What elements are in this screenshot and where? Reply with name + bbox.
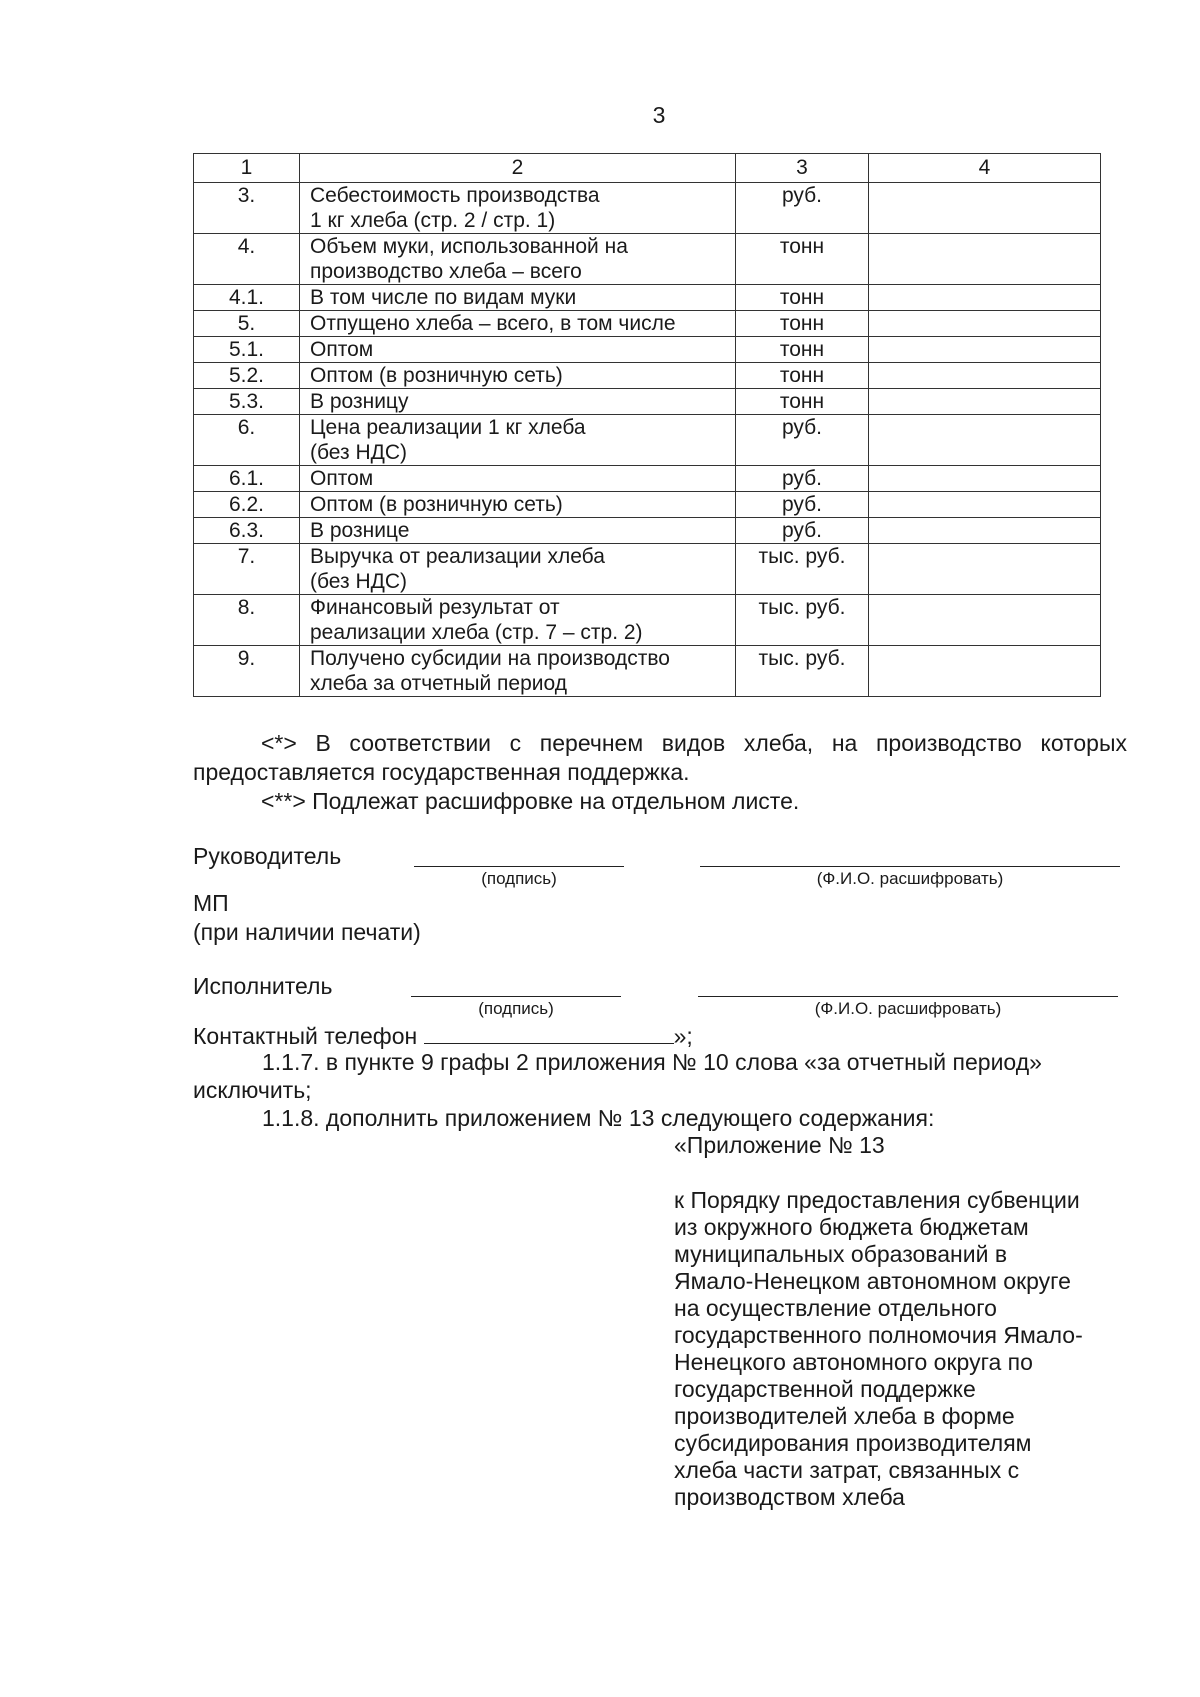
indicator-name-line: Оптом	[310, 467, 374, 490]
indicator-name-line: Оптом (в розничную сеть)	[310, 364, 563, 387]
row-value[interactable]	[869, 363, 1101, 389]
row-unit: тыс. руб.	[736, 595, 869, 646]
row-value[interactable]	[869, 234, 1101, 285]
indicator-name-line: Цена реализации 1 кг хлеба	[310, 416, 586, 439]
item-117-line1: 1.1.7. в пункте 9 графы 2 приложения № 10 слова «за отчетный период»	[262, 1049, 1042, 1075]
row-unit: руб.	[736, 466, 869, 492]
appendix-line: государственного полномочия Ямало-	[674, 1322, 1083, 1348]
row-value[interactable]	[869, 311, 1101, 337]
row-value[interactable]	[869, 337, 1101, 363]
phone-label: Контактный телефон	[193, 1023, 418, 1049]
table-row	[194, 234, 1101, 285]
head-signature-caption: (подпись)	[481, 869, 557, 888]
row-unit: тонн	[736, 285, 869, 311]
indicators-table	[193, 153, 1101, 697]
row-indicator-name	[300, 466, 736, 492]
item-117-line2: исключить;	[193, 1077, 312, 1103]
row-value[interactable]	[869, 285, 1101, 311]
row-indicator-name	[300, 311, 736, 337]
row-indicator-name	[300, 363, 736, 389]
table-row	[194, 544, 1101, 595]
table-body	[194, 183, 1101, 697]
row-indicator-name	[300, 337, 736, 363]
executor-name-caption: (Ф.И.О. расшифровать)	[814, 999, 1002, 1018]
row-unit: тонн	[736, 363, 869, 389]
table-row	[194, 466, 1101, 492]
header-cell: 1	[194, 154, 300, 183]
stamp-note: (при наличии печати)	[193, 919, 421, 945]
footnote-2: <**> Подлежат расшифровке на отдельном листе.	[261, 788, 800, 814]
executor-name-line[interactable]	[698, 996, 1118, 997]
indicator-name-line: Оптом (в розничную сеть)	[310, 493, 563, 516]
executor-label: Исполнитель	[193, 973, 333, 999]
row-unit: тыс. руб.	[736, 544, 869, 595]
head-name-line[interactable]	[700, 866, 1120, 867]
executor-signature-caption: (подпись)	[478, 999, 554, 1018]
table-row	[194, 492, 1101, 518]
row-indicator-name	[300, 234, 736, 285]
row-value[interactable]	[869, 183, 1101, 234]
appendix-line: государственной поддержке	[674, 1376, 976, 1402]
table-row	[194, 595, 1101, 646]
row-number: 6.1.	[194, 466, 300, 492]
item-118: 1.1.8. дополнить приложением № 13 следующего содержания:	[262, 1105, 935, 1131]
appendix-line: Ненецкого автономного округа по	[674, 1349, 1033, 1375]
header-cell: 3	[736, 154, 869, 183]
appendix-line: муниципальных образований в	[674, 1241, 1008, 1267]
appendix-line: производителей хлеба в форме	[674, 1403, 1015, 1429]
row-number: 6.	[194, 415, 300, 466]
row-indicator-name	[300, 415, 736, 466]
row-unit: руб.	[736, 492, 869, 518]
indicator-name-line: производство хлеба – всего	[310, 260, 582, 283]
row-number: 5.1.	[194, 337, 300, 363]
indicator-name-line: В том числе по видам муки	[310, 286, 577, 309]
appendix-line: производством хлеба	[674, 1484, 905, 1510]
appendix-title: «Приложение № 13	[674, 1132, 885, 1158]
row-indicator-name	[300, 544, 736, 595]
footnote-1: <*> В соответствии с перечнем видов хлеба, на производство которых предоставляется государственная поддержка.	[193, 730, 1127, 785]
table-row	[194, 311, 1101, 337]
row-indicator-name	[300, 183, 736, 234]
appendix-line: Ямало-Ненецком автономном округе	[674, 1268, 1071, 1294]
indicator-name-line: (без НДС)	[310, 441, 408, 464]
row-number: 6.3.	[194, 518, 300, 544]
indicator-name-line: реализации хлеба (стр. 7 – стр. 2)	[310, 621, 643, 644]
table-row	[194, 415, 1101, 466]
row-indicator-name	[300, 518, 736, 544]
indicator-name-line: хлеба за отчетный период	[310, 672, 567, 695]
row-number: 4.1.	[194, 285, 300, 311]
indicator-name-line: Отпущено хлеба – всего, в том числе	[310, 312, 676, 335]
indicator-name-line: Объем муки, использованной на	[310, 235, 628, 258]
row-value[interactable]	[869, 595, 1101, 646]
row-unit: руб.	[736, 415, 869, 466]
row-value[interactable]	[869, 492, 1101, 518]
phone-row	[193, 1022, 693, 1050]
row-value[interactable]	[869, 646, 1101, 697]
table-row	[194, 389, 1101, 415]
indicator-name-line: Финансовый результат от	[310, 596, 560, 619]
row-indicator-name	[300, 595, 736, 646]
row-indicator-name	[300, 492, 736, 518]
table-row	[194, 646, 1101, 697]
appendix-line: к Порядку предоставления субвенции	[674, 1187, 1080, 1213]
row-number: 5.	[194, 311, 300, 337]
row-number: 8.	[194, 595, 300, 646]
appendix-line: субсидирования производителям	[674, 1430, 1032, 1456]
row-indicator-name	[300, 646, 736, 697]
table-row	[194, 285, 1101, 311]
row-value[interactable]	[869, 466, 1101, 492]
row-indicator-name	[300, 285, 736, 311]
head-label: Руководитель	[193, 843, 342, 869]
footnotes	[193, 729, 1127, 816]
indicator-name-line: Оптом	[310, 338, 374, 361]
row-number: 7.	[194, 544, 300, 595]
row-number: 9.	[194, 646, 300, 697]
indicator-name-line: 1 кг хлеба (стр. 2 / стр. 1)	[310, 209, 556, 232]
header-cell: 2	[300, 154, 736, 183]
appendix-line: хлеба части затрат, связанных с	[674, 1457, 1020, 1483]
row-number: 6.2.	[194, 492, 300, 518]
row-unit: руб.	[736, 183, 869, 234]
page-number: 3	[652, 102, 666, 128]
row-value[interactable]	[869, 415, 1101, 466]
indicator-name-line: (без НДС)	[310, 570, 408, 593]
executor-signature-line[interactable]	[411, 996, 621, 997]
row-unit: руб.	[736, 518, 869, 544]
appendix-line: на осуществление отдельного	[674, 1295, 997, 1321]
indicator-name-line: Получено субсидии на производство	[310, 647, 670, 670]
row-number: 5.3.	[194, 389, 300, 415]
row-unit: тонн	[736, 337, 869, 363]
row-value[interactable]	[869, 544, 1101, 595]
row-unit: тонн	[736, 311, 869, 337]
row-value[interactable]	[869, 518, 1101, 544]
indicator-name-line: Себестоимость производства	[310, 184, 600, 207]
head-signature-line[interactable]	[414, 866, 624, 867]
row-number: 5.2.	[194, 363, 300, 389]
appendix-description	[674, 1187, 1134, 1511]
head-name-caption: (Ф.И.О. расшифровать)	[816, 869, 1004, 888]
table-row	[194, 363, 1101, 389]
row-value[interactable]	[869, 389, 1101, 415]
phone-field[interactable]	[424, 1023, 674, 1044]
row-unit: тонн	[736, 389, 869, 415]
stamp-label: МП	[193, 890, 229, 916]
table-row	[194, 518, 1101, 544]
row-number: 3.	[194, 183, 300, 234]
appendix-line: из окружного бюджета бюджетам	[674, 1214, 1029, 1240]
row-indicator-name	[300, 389, 736, 415]
indicator-name-line: В розницу	[310, 390, 409, 413]
phone-suffix: »;	[673, 1023, 693, 1049]
header-cell: 4	[869, 154, 1101, 183]
row-unit: тонн	[736, 234, 869, 285]
table-row	[194, 183, 1101, 234]
row-number: 4.	[194, 234, 300, 285]
table-header-row	[194, 154, 1101, 183]
row-unit: тыс. руб.	[736, 646, 869, 697]
table-row	[194, 337, 1101, 363]
indicator-name-line: В рознице	[310, 519, 410, 542]
indicator-name-line: Выручка от реализации хлеба	[310, 545, 605, 568]
